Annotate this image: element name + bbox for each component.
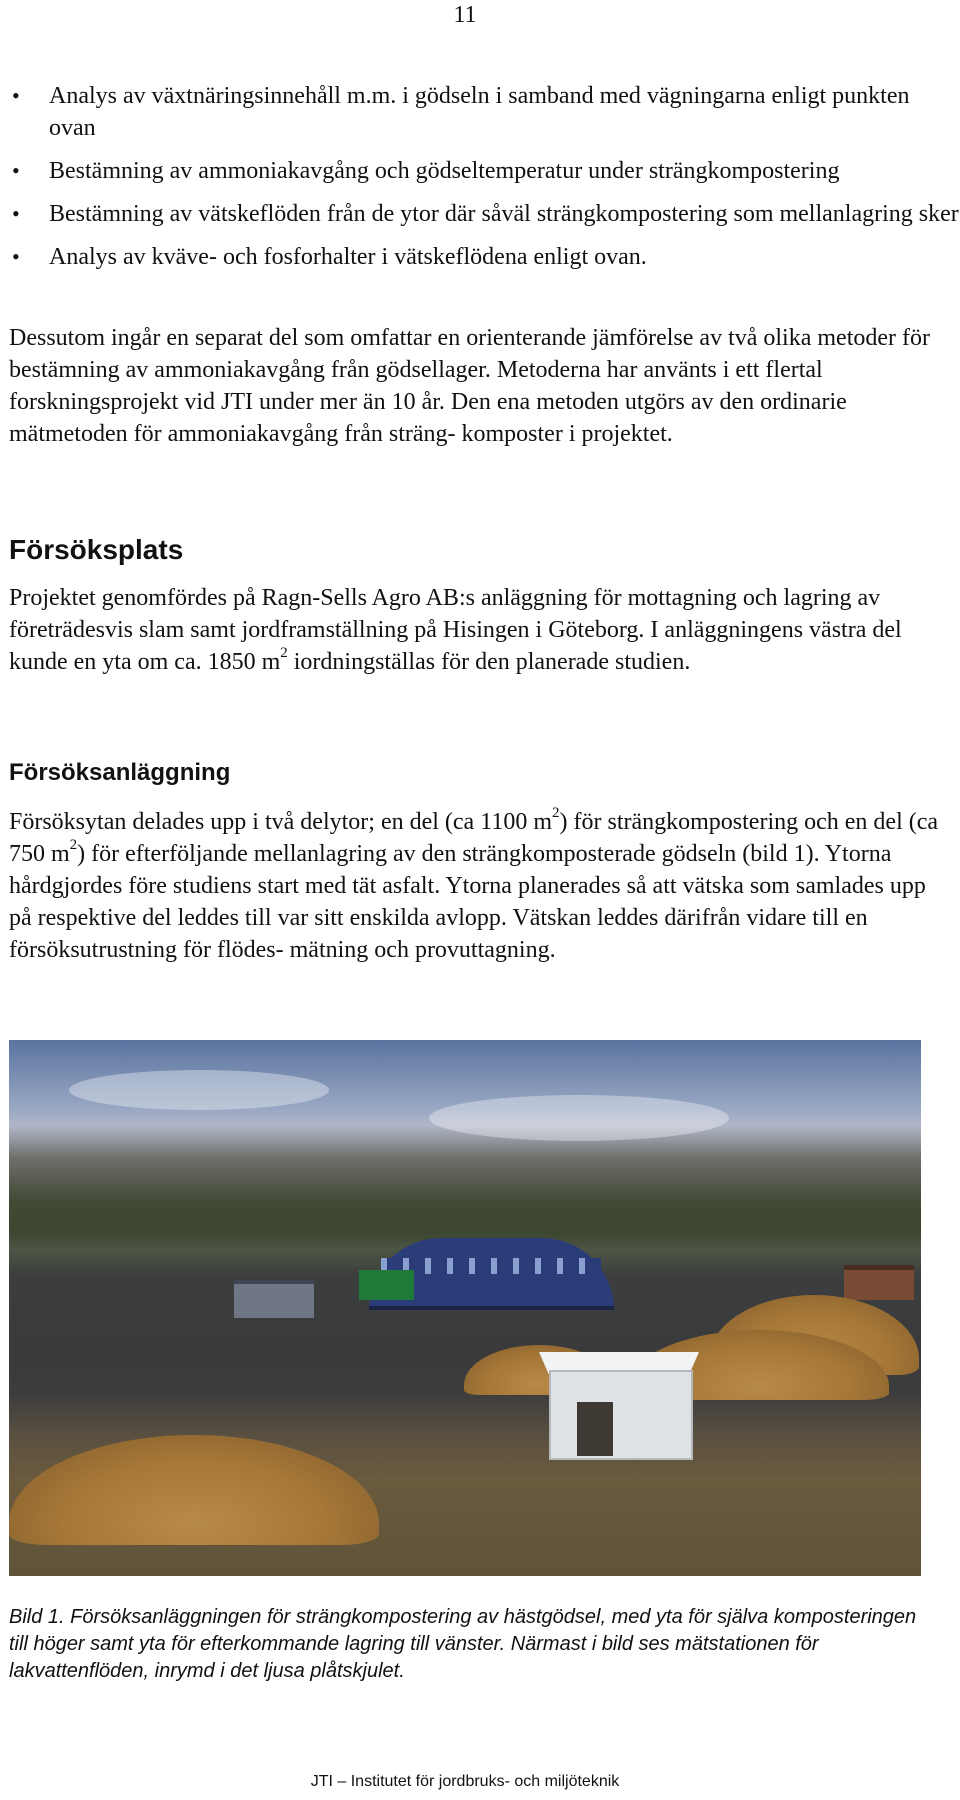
paragraph-text: Försöksytan delades upp i två delytor; en del (ca 1100 m: [9, 809, 552, 835]
bullet-text: Bestämning av vätskeflöden från de ytor där såväl strängkompostering som mellanlagring sker: [49, 201, 959, 227]
section-heading-forsoksplats: Försöksplats: [9, 534, 184, 565]
bullet-text: Analys av växtnäringsinnehåll m.m. i gödseln i samband med vägningarna enligt punkten ovan: [49, 83, 910, 141]
bullet-text: Bestämning av ammoniakavgång och gödseltemperatur under strängkompostering: [49, 158, 840, 184]
forsoksanlaggning-paragraph: [9, 806, 939, 966]
forsoksplats-paragraph: [9, 582, 939, 678]
bullet-icon: •: [12, 201, 20, 226]
bullet-text: Analys av kväve- och fosforhalter i vätskeflödena enligt ovan.: [49, 244, 647, 270]
superscript: 2: [69, 837, 78, 853]
bullet-list: [12, 80, 960, 284]
intro-paragraph: Dessutom ingår en separat del som omfattar en orienterande jämförelse av två olika metoder för bestämning av ammoniakavgång från gödsellager. Metoderna har använts i ett flertal forskningsprojekt vid JTI under mer än 10 år. Den ena metoden utgörs av den ordinarie mätmetoden för ammoniakavgång från sträng- komposter i projektet.: [9, 325, 930, 447]
bullet-icon: •: [12, 83, 20, 108]
bullet-icon: •: [12, 158, 20, 183]
paragraph-text: ) för efterföljande mellanlagring av den strängkomposterade gödseln (bild 1). Ytorna hårdgjordes före studiens start med tät asfalt. Ytorna planerades så att vätska som samlades upp på respektive del leddes till var sitt enskilda avlopp. Vätskan leddes därifrån vidare till en försöksutrustning för flödes- mätning och provuttagning.: [9, 841, 926, 963]
list-item: [12, 155, 960, 187]
paragraph-text: iordningställas för den planerade studien.: [287, 649, 691, 675]
red-house: [844, 1265, 914, 1300]
section-heading-forsoksanlaggning: Försöksanläggning: [9, 759, 231, 786]
site-photo: [9, 1040, 921, 1576]
metal-shed: [549, 1370, 693, 1460]
superscript: 2: [280, 645, 288, 661]
page-number: 11: [453, 2, 477, 28]
green-container: [359, 1270, 414, 1300]
bullet-icon: •: [12, 244, 20, 269]
superscript: 2: [552, 805, 560, 821]
manure-pile: [9, 1435, 379, 1545]
page-footer: JTI – Institutet för jordbruks- och miljöteknik: [310, 1773, 620, 1790]
figure-caption: Bild 1. Försöksanläggningen för strängkompostering av hästgödsel, med yta för själva komposteringen till höger samt yta för efterkommande lagring till vänster. Närmast i bild ses mätstationen för lakvattenflöden, inrymd i det ljusa plåtskjulet.: [9, 1606, 917, 1682]
list-item: [12, 198, 960, 230]
site-cabin: [234, 1280, 314, 1318]
paragraph-text: Projektet genomfördes på Ragn-Sells Agro AB:s anläggning för mottagning och lagring av företrädesvis slam samt jordframställning på Hisingen i Göteborg. I anläggningens västra del kunde en yta om ca. 1850 m: [9, 585, 902, 675]
paragraph-text: ) för strängkompostering och en del (ca 750 m: [9, 809, 939, 867]
list-item: [12, 241, 960, 273]
list-item: [12, 80, 960, 144]
